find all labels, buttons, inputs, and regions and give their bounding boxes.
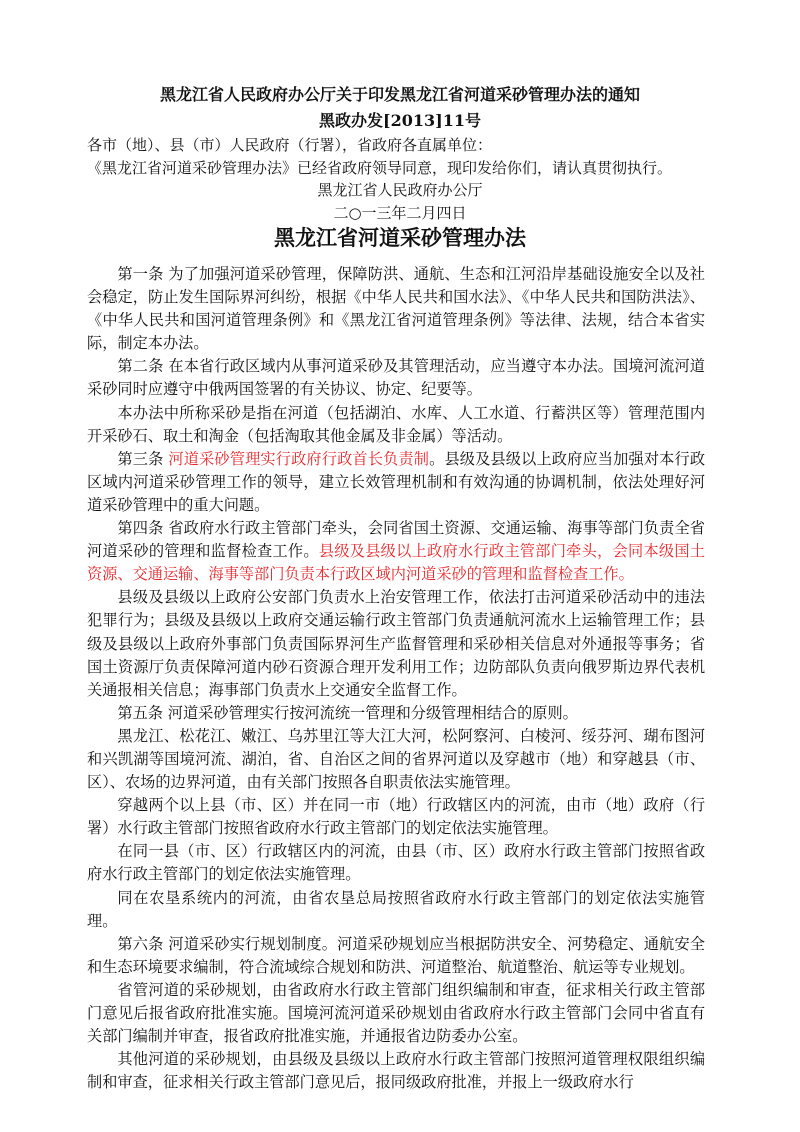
issue-date: 二○一三年二月四日 — [333, 204, 467, 222]
addressee: 各市（地）、县（市）人民政府（行署），省政府各直属单位： — [87, 136, 493, 154]
article-paragraph: 县级及县级以上政府公安部门负责水上治安管理工作，依法打击河道采砂活动中的违法犯罪行为；县级及县级以上政府交通运输行政主管部门负责通航河流水上运输管理工作；县级及县级以上政府外事部门负责国际界河生产监督管理和采砂相关信息对外通报等事务；省国土资源厅负责保障河道内砂石资源合理开发利用工作；边防部队负责向俄罗斯边界代表机关通报相关信息；海事部门负责水上交通安全监督工作。 — [87, 588, 705, 699]
article-text: 。县级及县级以上政府应当加强对本行政区域内河道采砂管理工作的领导，建立长效管理机制和有效沟通的协调机制，依法处理好河道采砂管理中的重大问题。 — [87, 449, 706, 514]
article-paragraph: 本办法中所称采砂是指在河道（包括湖泊、水库、人工水道、行蓄洪区等）管理范围内开采砂石、取土和淘金（包括淘取其他金属及非金属）等活动。 — [87, 403, 705, 445]
measures-title: 黑龙江省河道采砂管理办法 — [274, 225, 526, 250]
article-paragraph: 穿越两个以上县（市、区）并在同一市（地）行政辖区内的河流，由市（地）政府（行署）水行政主管部门按照省政府水行政主管部门的划定依法实施管理。 — [87, 796, 705, 838]
highlighted-text: 河道采砂管理实行政府行政首长负责制 — [168, 449, 430, 468]
measures-body — [87, 263, 705, 1094]
article-text: 第四条 省政府水行政主管部门牵头，会同省国土资源、交通运输、海事等部门负责全省河道采砂的管理和监督检查工作。 — [87, 519, 705, 561]
article-paragraph: 第一条 为了加强河道采砂管理，保障防洪、通航、生态和江河沿岸基础设施安全以及社会稳定，防止发生国际界河纠纷，根据《中华人民共和国水法》、《中华人民共和国防洪法》、《中华人民共和国河道管理条例》和《黑龙江省河道管理条例》等法律、法规，结合本省实际，制定本办法。 — [87, 265, 705, 353]
highlighted-text: 县级及县级以上政府水行政主管部门牵头，会同本级国土资源、交通运输、海事等部门负责本行政区域内河道采砂的管理和监督检查工作。 — [87, 542, 706, 584]
document-number: 黑政办发[2013]11号 — [319, 111, 481, 130]
article-paragraph: 第六条 河道采砂实行规划制度。河道采砂规划应当根据防洪安全、河势稳定、通航安全和生态环境要求编制，符合流域综合规划和防洪、河道整治、航道整治、航运等专业规划。 — [87, 934, 705, 976]
article-paragraph — [87, 517, 705, 586]
article-paragraph: 其他河道的采砂规划，由县级及县级以上政府水行政主管部门按照河道管理权限组织编制和审查，征求相关行政主管部门意见后，报同级政府批准，并报上一级政府水行 — [87, 1050, 705, 1092]
issuing-office: 黑龙江省人民政府办公厅 — [317, 181, 483, 199]
notice-body: 《黑龙江省河道采砂管理办法》已经省政府领导同意，现印发给你们，请认真贯彻执行。 — [87, 159, 673, 177]
article-paragraph: 第二条 在本省行政区域内从事河道采砂及其管理活动，应当遵守本办法。国境河流河道采砂同时应遵守中俄两国签署的有关协议、协定、纪要等。 — [87, 357, 705, 399]
article-paragraph: 第五条 河道采砂管理实行按河流统一管理和分级管理相结合的原则。 — [117, 703, 578, 722]
article-paragraph — [87, 448, 705, 517]
notice-title: 黑龙江省人民政府办公厅关于印发黑龙江省河道采砂管理办法的通知 — [159, 85, 640, 104]
article-paragraph: 在同一县（市、区）行政辖区内的河流，由县（市、区）政府水行政主管部门按照省政府水行政主管部门的划定依法实施管理。 — [87, 842, 705, 884]
article-paragraph: 省管河道的采砂规划，由省政府水行政主管部门组织编制和审查，征求相关行政主管部门意见后报省政府批准实施。国境河流河道采砂规划由省政府水行政主管部门会同中省直有关部门编制并审查，报省政府批准实施，并通报省边防委办公室。 — [87, 980, 705, 1046]
article-paragraph: 同在农垦系统内的河流，由省农垦总局按照省政府水行政主管部门的划定依法实施管理。 — [87, 888, 705, 930]
article-paragraph: 黑龙江、松花江、嫩江、乌苏里江等大江大河，松阿察河、白棱河、绥芬河、瑚布图河和兴凯湖等国境河流、湖泊，省、自治区之间的省界河道以及穿越市（地）和穿越县（市、区）、农场的边界河道，由有关部门按照各自职责依法实施管理。 — [87, 726, 705, 792]
article-text: 第三条 — [117, 449, 169, 468]
